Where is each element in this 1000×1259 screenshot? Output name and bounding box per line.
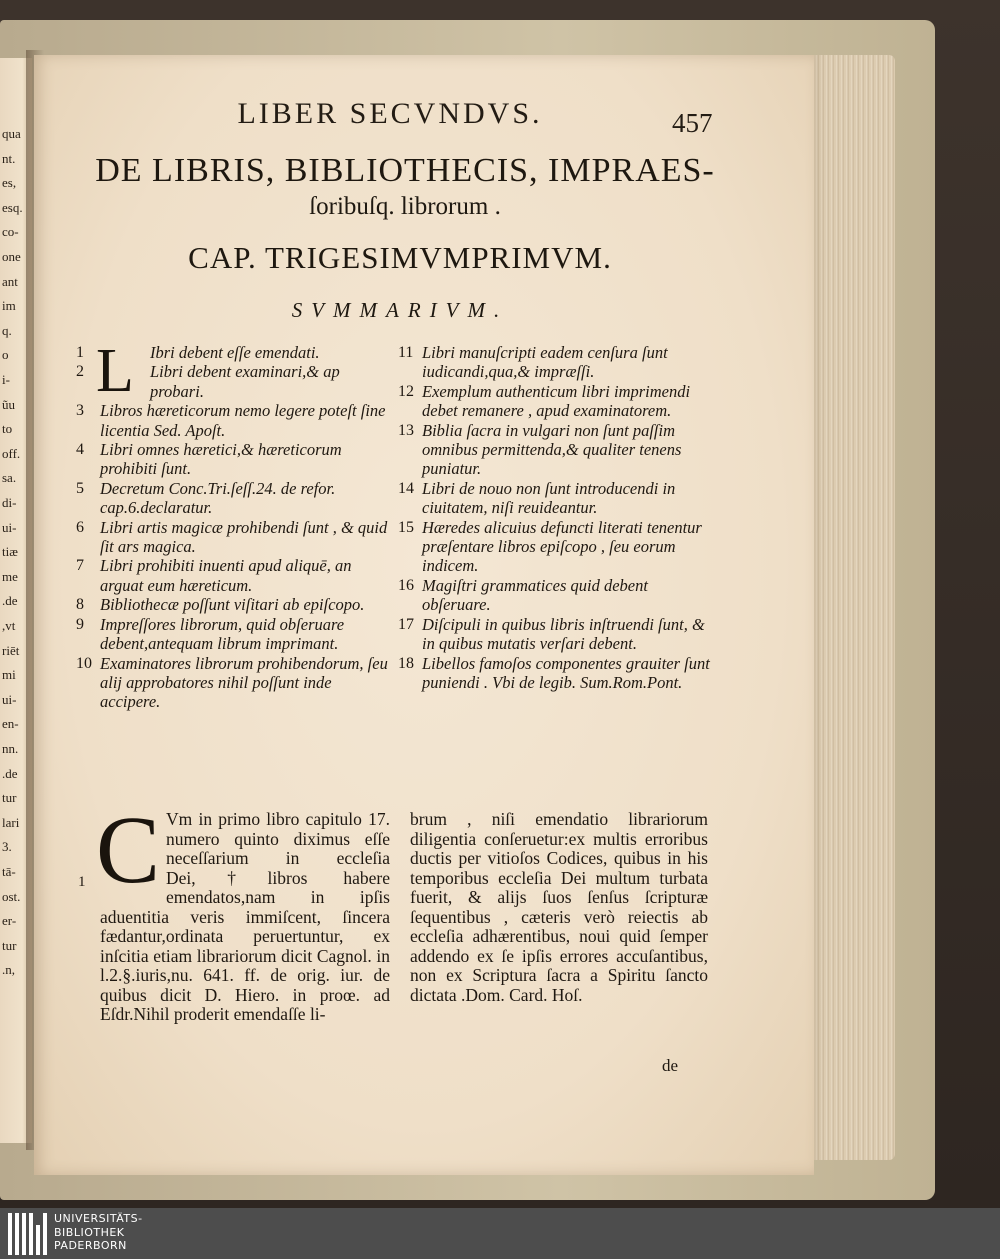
left-page-text-fragment: di- [2,495,17,510]
summary-item-text: Biblia ſacra in vulgari non ſunt paſſim omnibus permittenda,& qualiter tenens puniatur. [422,420,682,479]
summary-right-column [398,343,718,692]
summarium-heading: SVMMARIVM. [291,298,509,322]
summary-item [76,440,396,479]
summary-item-text: Libri manuſcripti eadem cenſura ſunt iudicandi,qua,& impræſſi. [422,343,668,382]
left-page-text-fragment: nt. [2,150,16,166]
summary-item-text: Libri debent examinari,& ap probari. [150,362,340,401]
page-number: 457 [672,108,713,138]
left-page-text-fragment: one [2,249,21,264]
drop-cap: C [96,796,161,903]
summary-item-text: Libellos famoſos componentes grauiter ſunt puniendi . Vbi de legib. Sum.Rom.Pont. [422,653,710,692]
summary-initial: L [96,337,134,405]
left-page-text-fragment: .de [2,765,18,781]
summary-item [76,556,396,595]
left-page-text-fragment: riēt [2,642,20,658]
left-page-text-fragment: i- [2,372,10,387]
left-page-text-fragment: nn. [2,741,19,756]
left-page-text-fragment: ui- [2,691,17,707]
catchword: de [662,1056,679,1075]
summary-item [76,595,396,614]
summary-item-text: Magiſtri grammatices quid debent obſeruare. [422,575,648,615]
summary-item-number: 10 [76,654,92,672]
left-page-text-fragment: tiæ [2,544,18,560]
margin-number: 1 [78,874,86,890]
summary-item [76,343,396,362]
summary-item [398,615,718,654]
summary-item [76,479,396,518]
summary-item-text: Ibri debent eſſe emendati. [150,343,320,362]
summary-item-text: Hæredes alicuius defuncti literati tenentur præſentare libros epiſcopo , ſeu eorum indicem. [422,517,702,576]
left-page-text-fragment: q. [2,322,12,338]
summary-item-number: 4 [76,441,84,459]
summary-item [398,421,718,479]
summary-item-number: 5 [76,479,84,497]
left-page-text-fragment: 3. [2,839,12,855]
summary-item-text: Libri prohibiti inuenti apud aliquē, an arguat eum hæreticum. [100,556,352,595]
summary-item [398,343,718,382]
left-page-text-fragment: en- [2,716,19,732]
left-page-text-fragment: me [2,568,18,584]
library-name-line-1: UNIVERSITÄTS- [54,1212,143,1225]
summary-item-number: 1 [76,344,84,361]
left-page-text-fragment: ũu [2,396,15,412]
summary-item-text: Bibliothecæ poſſunt viſitari ab epiſcopo. [100,595,365,615]
summary-item-number: 3 [76,402,84,420]
body-right-text: brum , niſi emendatio librariorum diligentia conſeruetur:ex multis erroribus ductis per vitioſos Codices, quibus in his temporibus eccleſia Dei multum turbata fuerit, & alijs ſuos ſenſus ſcripturæ ſequentibus , cæteris verò reiectis ab eccleſia adhærentibus, noui quid ſemper addendo ex ſe ipſis errores accuſantibus, non ex Scriptura ſacra a Spiritu ſancto dictata .Dom. Card. Hoſ. [410,809,708,1005]
left-page-text-fragment: ui- [2,519,17,535]
summary-item-text: Decretum Conc.Tri.ſeſſ.24. de refor. cap.6.declaratur. [100,478,336,518]
left-page-text-fragment: tur [2,937,17,953]
summary-item-number: 15 [398,518,414,536]
chapter-title [60,153,750,225]
left-page-text-fragment: o [2,347,9,363]
body-left-column [96,796,390,1025]
left-page-text-fragment: im [2,298,16,314]
left-page-text-fragment: er- [2,913,17,929]
summary-item-text: Libros hæreticorum nemo legere poteſt ſine licentia Sed. Apoſt. [100,401,386,440]
summary-item [398,479,718,518]
left-page-text-fragment: lari [2,814,20,830]
title-line-2: ſoribuſq. librorum . [309,193,501,220]
library-footer [0,1208,1000,1259]
summary-item [398,576,718,615]
summary-item-text: Examinatores librorum prohibendorum, ſeu alij approbatores nihil poſſunt inde accipere. [100,653,388,712]
left-page-text-fragment: ost. [2,888,21,904]
summary-item-number: 2 [76,363,84,381]
left-page-text-fragment: .n, [2,962,15,978]
title-line-1: DE LIBRIS, BIBLIOTHECIS, IMPRAES- [95,152,715,189]
summary-item-text: Diſcipuli in quibus libris inſtruendi ſunt, & in quibus mutatis verſari debent. [422,614,705,654]
summary-item-number: 16 [398,576,414,594]
summary-item [398,382,718,421]
summary-item-number: 18 [398,654,414,672]
summary-item [76,615,396,654]
left-page-text-fragment: to [2,421,13,437]
summary-item [398,518,718,576]
library-name-line-3: PADERBORN [54,1239,127,1252]
left-page-text-fragment: sa. [2,470,17,486]
left-page-text-fragment: tā- [2,864,16,879]
left-page-text-fragment: co- [2,224,19,240]
summary-item-number: 6 [76,518,84,536]
summary-item [76,401,396,440]
summary-item [76,654,396,712]
library-name [54,1212,143,1253]
body-right-column [410,810,708,1005]
summary-item [76,362,396,401]
library-logo-icon [8,1213,48,1255]
summary-item-text: Exemplum authenticum libri imprimendi debet remanere , apud examinatorem. [422,381,691,421]
summary-item-number: 11 [398,344,414,361]
summary-item-text: Impreſſores librorum, quid obſeruare debent,antequam librum imprimant. [100,614,345,654]
running-head: LIBER SECVNDVS. [237,97,543,130]
summary-item-number: 12 [398,382,414,400]
left-page-text-fragment: off. [2,445,21,461]
body-left-text: Vm in primo libro capitulo 17. numero quinto diximus eſſe neceſſarium in eccleſia Dei,†libros habere emendatos,nam in ipſis aduentitia veris immiſcent, ſincera fædantur,ordinata peruertuntur, ex inſcitia etiam librariorum dicit Cagnol. in l.2.§.iuris,nu. 641. ff. de orig. iur. de quibus dicit D. Hiero. in proœ. ad Eſdr.Nihil proderit emendaſſe li- [100,809,390,1024]
left-page-text-fragment: qua [2,126,21,141]
summary-item-number: 14 [398,479,414,497]
chapter-heading: CAP. TRIGESIMVMPRIMVM. [188,240,612,275]
library-name-line-2: BIBLIOTHEK [54,1225,125,1239]
summary-item-number: 7 [76,557,84,575]
summary-item-text: Libri artis magicæ prohibendi ſunt , & quid ſit ars magica. [100,517,388,557]
summary-item-number: 8 [76,596,84,614]
left-page-text-fragment: mi [2,667,16,683]
summary-item-number: 17 [398,615,414,633]
summary-left-column [76,343,396,712]
summary-item [76,518,396,557]
summary-item-number: 13 [398,421,414,439]
left-page-text-fragment: .de [2,593,18,609]
left-page-text-fragment: tur [2,790,17,806]
left-page-text-fragment: ant [2,273,18,289]
summary-item-text: Libri omnes hæretici,& hæreticorum prohibiti ſunt. [100,440,342,479]
left-page-text-fragment: es, [2,175,17,191]
summary-item [398,654,718,693]
left-page-text-fragment: ,vt [2,618,16,633]
summary-item-number: 9 [76,615,84,633]
left-page-text-fragment: esq. [2,199,23,215]
summary-item-text: Libri de nouo non ſunt introducendi in ciuitatem, niſi reuideantur. [422,478,676,518]
